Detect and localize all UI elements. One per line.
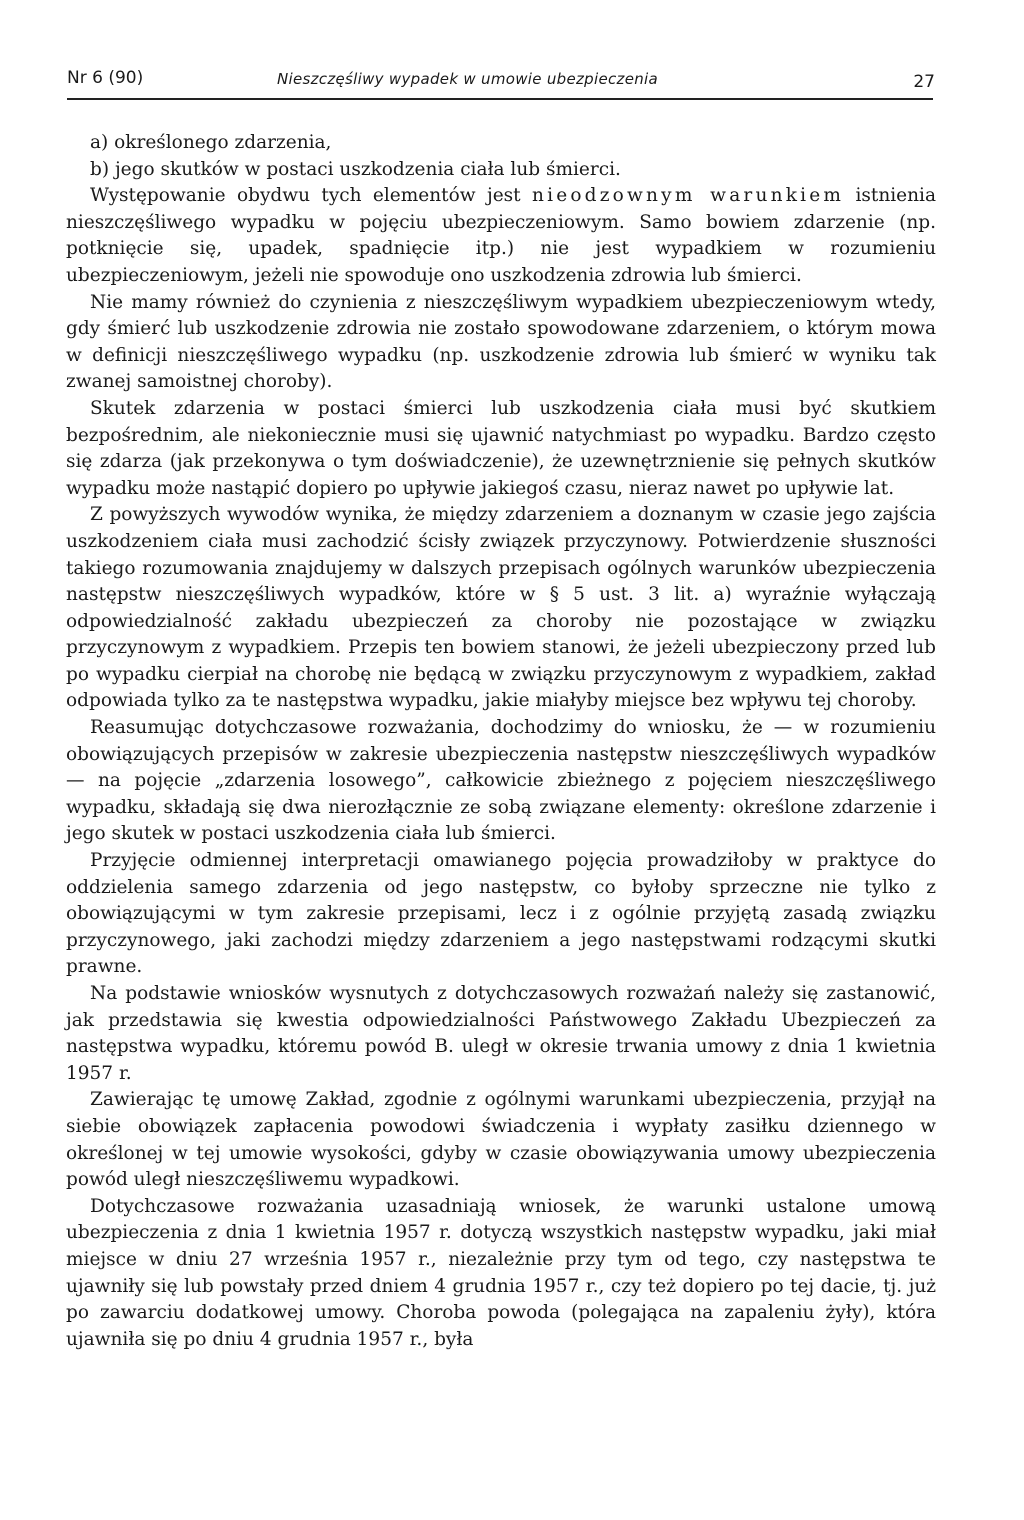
article-body [66,130,936,1353]
spaced-emphasis: nieodzownym warunkiem [531,185,845,207]
paragraph-summary: Reasumując dotychczasowe rozważania, dochodzimy do wniosku, że — w rozumieniu obowiązujących przepisów w zakresie ubezpieczenia następstw nieszczęśliwych wypadków — na pojęcie „zdarzenia losowego”, całkowicie zbieżnego z pojęciem nieszczęśliwego wypadku, składają się dwa nierozłącznie ze sobą związane elementy: określone zdarzenie i jego skutek w postaci uszkodzenia ciała lub śmierci. [66,717,936,845]
page-number: 27 [913,72,935,92]
paragraph-interpretation: Przyjęcie odmiennej interpretacji omawianego pojęcia prowadziłoby w praktyce do oddzielenia samego zdarzenia od jego następstw, co byłoby sprzeczne nie tylko z obowiązującymi w tym zakresie przepisami, lecz i z ogólnie przyjętą zasadą związku przyczynowego, jaki zachodzi między zdarzeniem a jego następstwami rodzącymi skutki prawne. [66,850,936,978]
paragraph-causal-link: Z powyższych wywodów wynika, że między zdarzeniem a doznanym w czasie jego zajścia uszkodzeniem ciała musi zachodzić ścisły związek przyczynowy. Potwierdzenie słuszności takiego rozumowania znajdujemy w dalszych przepisach ogólnych warunków ubezpieczenia następstw nieszczęśliwych wypadków, które w § 5 ust. 3 lit. a) wyraźnie wyłączają odpowiedzialność zakładu ubezpieczeń za choroby nie pozostające w związku przyczynowym z wypadkiem. Przepis ten bowiem stanowi, że jeżeli ubezpieczony przed lub po wypadku cierpiał na chorobę nie będącą w związku przyczynowym z wypadkiem, zakład odpowiada tylko za te następstwa wypadku, jakie miałyby miejsce bez wpływu tej choroby. [66,504,936,712]
paragraph-liability-question: Na podstawie wniosków wysnutych z dotychczasowych rozważań należy się zastanowić, jak przedstawia się kwestia odpowiedzialności Państwowego Zakładu Ubezpieczeń za następstwa wypadku, któremu powód B. uległ w okresie trwania umowy z dnia 1 kwietnia 1957 r. [66,983,936,1084]
running-header [67,66,937,96]
header-rule [67,98,933,100]
paragraph-causal-event: Nie mamy również do czynienia z nieszczęśliwym wypadkiem ubezpieczeniowym wtedy, gdy śmierć lub uszkodzenie zdrowia nie zostało spowodowane zdarzeniem, o którym mowa w definicji nieszczęśliwego wypadku (np. uszkodzenie zdrowia lub śmierć w wyniku tak zwanej samoistnej choroby). [66,291,936,393]
list-item-a: a) określonego zdarzenia, [90,132,332,153]
issue-number: Nr 6 (90) [67,68,144,88]
paragraph-elements-end: istnienia nieszczęśliwego wypadku w pojęciu ubezpieczeniowym. Samo bowiem zdarzenie (np. potknięcie się, upadek, spadnięcie itp.) nie jest wypadkiem w rozumieniu ubezpieczeniowym, jeżeli nie spowoduje ono uszkodzenia zdrowia lub śmierci. [66,185,936,286]
paragraph-contract: Zawierając tę umowę Zakład, zgodnie z ogólnymi warunkami ubezpieczenia, przyjął na siebie obowiązek zapłacenia powodowi świadczenia i wypłaty zasiłku dziennego w określonej w tej umowie wysokości, gdyby w czasie obowiązywania umowy ubezpieczenia powód uległ nieszczęśliwemu wypadkowi. [66,1089,936,1191]
paragraph-conclusion: Dotychczasowe rozważania uzasadniają wniosek, że warunki ustalone umową ubezpieczenia z dnia 1 kwietnia 1957 r. dotyczą wszystkich następstw wypadku, jaki miał miejsce w dniu 27 września 1957 r., niezależnie przy tym od tego, czy następstwa te ujawniły się lub powstały przed dniem 4 grudnia 1957 r., czy też dopiero po tej dacie, tj. już po zawarciu dodatkowej umowy. Choroba powoda (polegająca na zapaleniu żyły), która ujawniła się po dniu 4 grudnia 1957 r., była [66,1195,936,1350]
list-item-b: b) jego skutków w postaci uszkodzenia ciała lub śmierci. [90,158,621,180]
paragraph-direct-effect: Skutek zdarzenia w postaci śmierci lub uszkodzenia ciała musi być skutkiem bezpośrednim, ale niekoniecznie musi się ujawnić natychmiast po wypadku. Bardzo często się zdarza (jak przekonywa o tym doświadczenie), że uzewnętrznienie się pełnych skutków wypadku może nastąpić dopiero po upływie jakiegoś czasu, nieraz nawet po upływie lat. [66,397,936,499]
paragraph-elements-start: Występowanie obydwu tych elementów jest [90,185,532,207]
paragraph-elements [66,183,936,289]
running-title: Nieszczęśliwy wypadek w umowie ubezpieczenia [277,70,659,88]
